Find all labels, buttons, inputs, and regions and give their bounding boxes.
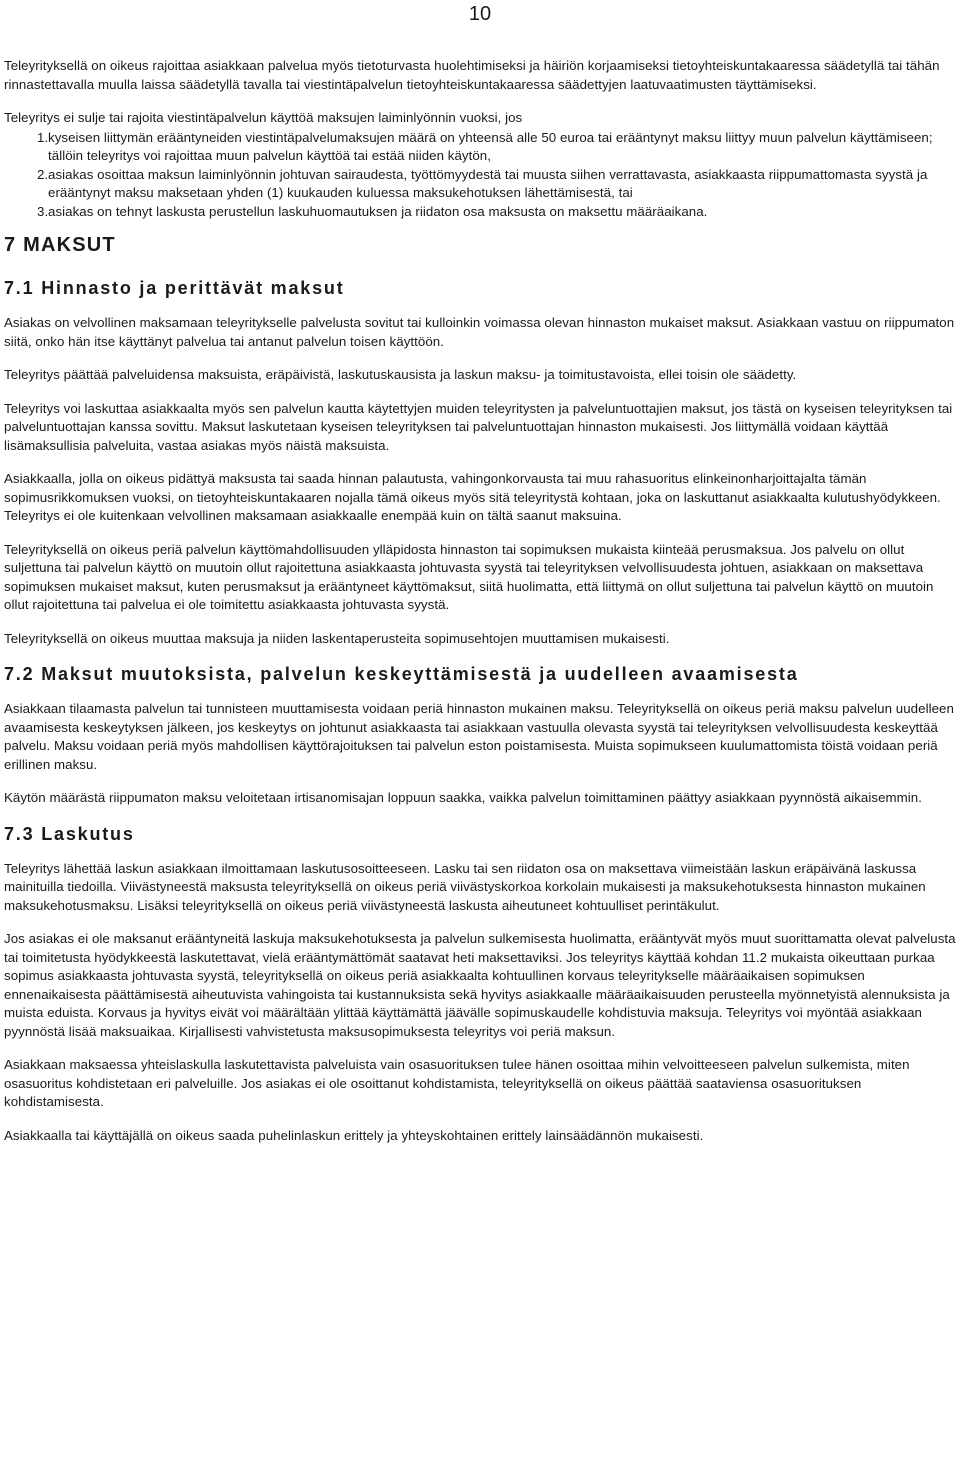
list-item-text: asiakas on tehnyt laskusta perustellun laskuhuomautuksen ja riidaton osa maksusta on maksettu määräaikana. [48, 203, 708, 219]
paragraph: Teleyritys lähettää laskun asiakkaan ilmoittamaan laskutusosoitteeseen. Lasku tai sen riidaton osa on maksettava viimeistään laskun eräpäivänä laskussa mainituilla tiedoilla. Viivästyneestä maksusta teleyrityksellä on oikeus periä viivästyskorkoa korkolain mukaisesti ja maksukehotuksesta hinnaston mukainen maksukehotusmaksu. Lisäksi teleyrityksellä on oikeus periä viivästyneestä laskusta aiheutuneet kohtuulliset perintäkulut. [4, 860, 926, 913]
list-item [4, 166, 956, 203]
paragraph: Käytön määrästä riippumaton maksu veloitetaan irtisanomisajan loppuun saakka, vaikka palvelun toimittaminen päättyy asiakkaan pyynnöstä aikaisemmin. [4, 790, 922, 805]
section-heading-7-3: 7.3 Laskutus [4, 823, 135, 844]
section-heading-7-1: 7.1 Hinnasto ja perittävät maksut [4, 278, 345, 298]
list-item-text: asiakas osoittaa maksun laiminlyönnin johtuvan sairaudesta, työttömyydestä tai muusta siihen verrattavasta, asiakkaasta riippumattomasta syystä ja erääntynyt maksu maksetaan yhden (1) kuukauden kuluessa maksukehotuksen lähettämisestä, tai [48, 166, 928, 200]
paragraph: Asiakkaan maksaessa yhteislaskulla laskutettavista palveluista vain osasuorituksen tulee hänen osoittaa mihin velvoitteeseen palvelun sulkemista, miten osasuoritus kohdistetaan eri palveluille. Jos asiakas ei ole osoittanut kohdistamista, teleyrityksellä on oikeus päättää saataviensa osasuorituksen kohdistamisesta. [4, 1057, 910, 1109]
paragraph: Asiakkaalla tai käyttäjällä on oikeus saada puhelinlaskun erittely ja yhteyskohtainen erittely lainsäädännön mukaisesti. [4, 1127, 704, 1143]
list-number: 1 . [37, 129, 47, 148]
paragraph: Teleyrityksellä on oikeus muuttaa maksuja ja niiden laskentaperusteita sopimusehtojen muuttamisen mukaisesti. [4, 630, 670, 646]
paragraph: Asiakas on velvollinen maksamaan teleyritykselle palvelusta sovitut tai kulloinkin voimassa olevan hinnaston mukaiset maksut. Asiakkaan vastuu on riippumaton siitä, onko hän itse käyttänyt palvelua tai antanut palvelun toisen käyttöön. [4, 315, 955, 349]
list-item [4, 203, 956, 222]
paragraph: Jos asiakas ei ole maksanut erääntyneitä laskuja maksukehotuksesta ja palvelun sulkemisesta huolimatta, erääntyvät myös muut suorittamatta olevat palvelusta tai toimitetusta hyödykkeestä laskutettavat, vielä erääntymättömät saatavat heti maksettaviksi. Jos teleyritys käyttää kohdan 11.2 mukaista oikeuttaan purkaa sopimus asiakkaasta johtuvasta syystä, teleyrityksellä on oikeus periä asiakkaalta kohtuullinen korvaus teleyritykselle määräaikaisen sopimuksen ennenaikaisesta päättämisestä aiheutuvista vahingoista tai kustannuksista sekä hyvitys asiakkaalle määräaikaisuuden perusteella myönnetyistä alennuksista ja muista eduista. Korvaus ja hyvitys eivät voi määrältään ylittää käyttämättä jäävälle sopimuskaudelle kohdistuvia maksuja. Teleyritys voi myöntää asiakkaan pyynnöstä lisää maksuaikaa. Kirjallisesti vahvistetusta maksusopimuksesta teleyritys voi periä maksun. [4, 931, 956, 1039]
section-heading-7: 7 MAKSUT [4, 234, 116, 256]
list-item [4, 129, 956, 166]
list-number: 3 . [37, 203, 47, 222]
paragraph: Asiakkaalla, jolla on oikeus pidättyä maksusta tai saada hinnan palautusta, vahingonkorvausta tai muu rahasuoritus elinkeinonharjoittajalta tämän sopimusrikkomuksen vuoksi, on tietoyhteiskuntakaaren nojalla tämä oikeus myös sitä teleyritystä kohtaan, joka on laskuttanut asiakkaalta kulutushyödykkeen. Teleyritys ei ole kuitenkaan velvollinen maksamaan asiakkaalle enempää kuin on tältä saanut maksuina. [4, 471, 941, 523]
paragraph: Teleyrityksellä on oikeus periä palvelun käyttömahdollisuuden ylläpidosta hinnaston tai sopimuksen mukaista kiinteää perusmaksua. Jos palvelu on ollut suljettuna tai palvelun käyttö on muutoin ollut rajoitettuna asiakkaasta johtuvasta syystä tai teleyrityksen velvollisuudesta johtuen, asiakkaan on maksettava sopimuksen mukaiset maksut, kuten perusmaksut ja erääntyneet käyttömaksut, siitä huolimatta, että liittymä on ollut suljettuna tai palvelun käyttö on muutoin ollut rajoitettuna tai palvelua ei ole toimitettu asiakkaasta johtuvasta syystä. [4, 541, 934, 612]
list-item-text: kyseisen liittymän erääntyneiden viestintäpalvelumaksujen määrä on yhteensä alle 50 euroa tai erääntynyt maksu liittyy muun palvelun käyttämiseen; tällöin teleyritys voi rajoittaa muun palvelun käyttöä tai estää niiden käytön, [48, 129, 933, 163]
paragraph: Teleyritys ei sulje tai rajoita viestintäpalvelun käyttöä maksujen laiminlyönnin vuoksi, jos [4, 110, 523, 125]
paragraph: Teleyritys päättää palveluidensa maksuista, eräpäivistä, laskutuskausista ja laskun maksu- ja toimitustavoista, ellei toisin ole säädetty. [4, 367, 797, 382]
list-number: 2 . [37, 166, 47, 185]
paragraph: Asiakkaan tilaamasta palvelun tai tunnisteen muuttamisesta voidaan periä hinnaston mukainen maksu. Teleyrityksellä on oikeus periä maksu palvelun uudelleen avaamisesta keskeytyksen jälkeen, jos keskeytys on johtunut asiakkaasta tai asiakkaan vastuulla olevasta syystä tai teleyrityksen velvollisuudesta keskeyttää palvelu. Maksu voidaan periä myös mahdollisen käyttörajoituksen tai palvelun eston poistamisesta. Muista sopimukseen kuulumattomista töistä voidaan periä erillinen maksu. [4, 701, 954, 772]
conditions-list [4, 129, 956, 222]
section-heading-7-2: 7.2 Maksut muutoksista, palvelun keskeyttämisestä ja uudelleen avaamisesta [4, 664, 799, 684]
page-number: 10 [468, 3, 492, 25]
paragraph: Teleyrityksellä on oikeus rajoittaa asiakkaan palvelua myös tietoturvasta huolehtimiseksi ja häiriön korjaamiseksi tietoyhteiskuntakaaressa säädetyllä tai tähän rinnastettavalla muulla laissa säädetyllä tavalla tai viestintäpalvelun tietoyhteiskuntakaaressa säädettyjen laatuvaatimusten täyttämiseksi. [4, 58, 940, 92]
paragraph: Teleyritys voi laskuttaa asiakkaalta myös sen palvelun kautta käytettyjen muiden teleyritysten ja palveluntuottajien maksut, jos tästä on kyseisen teleyrityksen tai palveluntuottajan kanssa sovittu. Maksut laskutetaan kyseisen teleyrityksen tai palveluntuottajan hinnaston mukaisesti. Jos liittymällä voidaan käyttää lisämaksullisia palveluita, vastaa asiakas myös näistä maksuista. [4, 400, 953, 453]
document-body [4, 57, 956, 1160]
